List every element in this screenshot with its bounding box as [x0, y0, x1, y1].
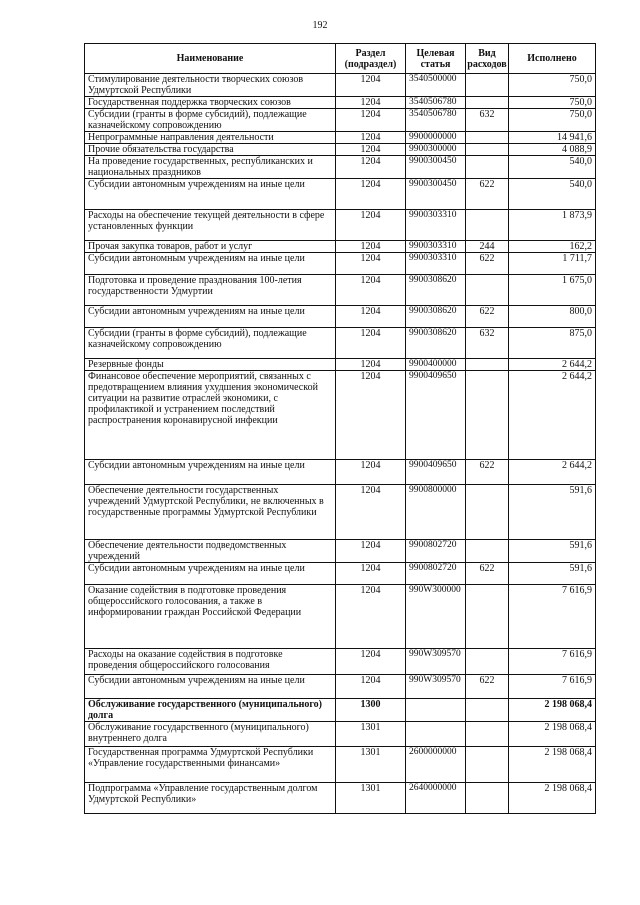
cell-section: 1301 [336, 722, 406, 747]
table-row [85, 359, 596, 371]
cell-expense-type [466, 485, 509, 540]
cell-target: 9900802720 [406, 563, 466, 585]
cell-name: Обслуживание государственного (муниципального) внутреннего долга [85, 722, 336, 747]
cell-section: 1204 [336, 359, 406, 371]
cell-section: 1204 [336, 253, 406, 275]
cell-target: 9900409650 [406, 371, 466, 460]
cell-target: 9900308620 [406, 328, 466, 359]
cell-executed: 7 616,9 [509, 585, 596, 649]
cell-target [406, 722, 466, 747]
cell-executed: 4 088,9 [509, 144, 596, 156]
cell-executed: 2 198 068,4 [509, 783, 596, 814]
cell-section: 1204 [336, 74, 406, 97]
cell-section: 1204 [336, 109, 406, 132]
cell-section: 1204 [336, 241, 406, 253]
cell-name: Субсидии автономным учреждениям на иные цели [85, 675, 336, 699]
cell-expense-type [466, 371, 509, 460]
page-number: 192 [312, 20, 328, 31]
cell-name: Субсидии автономным учреждениям на иные цели [85, 563, 336, 585]
table-row [85, 563, 596, 585]
table-row [85, 585, 596, 649]
cell-section: 1204 [336, 585, 406, 649]
cell-target [406, 699, 466, 722]
cell-name: Государственная поддержка творческих союзов [85, 97, 336, 109]
table-header-row [85, 44, 596, 74]
table-row [85, 783, 596, 814]
cell-section: 1204 [336, 563, 406, 585]
cell-target: 9900409650 [406, 460, 466, 485]
table-row [85, 371, 596, 460]
header-section: Раздел (подраздел) [336, 44, 406, 74]
cell-expense-type [466, 747, 509, 783]
cell-name: Государственная программа Удмуртской Республики «Управление государственными финансами» [85, 747, 336, 783]
cell-target: 9900308620 [406, 306, 466, 328]
cell-section: 1204 [336, 540, 406, 563]
cell-executed: 591,6 [509, 563, 596, 585]
cell-target: 9900800000 [406, 485, 466, 540]
cell-executed: 1 675,0 [509, 275, 596, 306]
cell-expense-type [466, 210, 509, 241]
cell-expense-type [466, 783, 509, 814]
cell-target: 2640000000 [406, 783, 466, 814]
cell-section: 1204 [336, 485, 406, 540]
cell-section: 1204 [336, 275, 406, 306]
cell-executed: 14 941,6 [509, 132, 596, 144]
cell-expense-type [466, 132, 509, 144]
cell-section: 1204 [336, 132, 406, 144]
table-row [85, 179, 596, 210]
cell-name: Расходы на обеспечение текущей деятельности в сфере установленных функции [85, 210, 336, 241]
cell-expense-type [466, 649, 509, 675]
cell-expense-type: 632 [466, 109, 509, 132]
cell-section: 1301 [336, 783, 406, 814]
cell-executed: 750,0 [509, 74, 596, 97]
cell-expense-type: 622 [466, 253, 509, 275]
cell-expense-type: 632 [466, 328, 509, 359]
cell-target: 990W300000 [406, 585, 466, 649]
cell-target: 9900303310 [406, 210, 466, 241]
table-row [85, 144, 596, 156]
table-row [85, 109, 596, 132]
cell-executed: 2 198 068,4 [509, 722, 596, 747]
cell-target: 9900802720 [406, 540, 466, 563]
table-row [85, 306, 596, 328]
cell-name: Субсидии автономным учреждениям на иные цели [85, 253, 336, 275]
cell-expense-type: 244 [466, 241, 509, 253]
cell-section: 1204 [336, 649, 406, 675]
cell-executed: 750,0 [509, 97, 596, 109]
cell-section: 1204 [336, 97, 406, 109]
cell-name: Резервные фонды [85, 359, 336, 371]
cell-executed: 591,6 [509, 540, 596, 563]
cell-name: На проведение государственных, республиканских и национальных праздников [85, 156, 336, 179]
cell-expense-type [466, 156, 509, 179]
cell-target: 9900300450 [406, 179, 466, 210]
cell-target: 3540506780 [406, 109, 466, 132]
cell-executed: 2 644,2 [509, 359, 596, 371]
table-row [85, 747, 596, 783]
cell-executed: 7 616,9 [509, 675, 596, 699]
table-row [85, 97, 596, 109]
cell-name: Субсидии (гранты в форме субсидий), подлежащие казначейскому сопровождению [85, 328, 336, 359]
cell-expense-type: 622 [466, 675, 509, 699]
cell-executed: 591,6 [509, 485, 596, 540]
cell-executed: 7 616,9 [509, 649, 596, 675]
cell-name: Оказание содействия в подготовке проведения общероссийского голосования, а также в информировании граждан Российской Федерации [85, 585, 336, 649]
cell-section: 1204 [336, 675, 406, 699]
cell-target: 990W309570 [406, 649, 466, 675]
cell-name: Обеспечение деятельности подведомственных учреждений [85, 540, 336, 563]
cell-expense-type: 622 [466, 460, 509, 485]
table-row [85, 156, 596, 179]
table-row [85, 699, 596, 722]
cell-section: 1204 [336, 156, 406, 179]
cell-section: 1204 [336, 179, 406, 210]
cell-expense-type: 622 [466, 179, 509, 210]
cell-target: 9900400000 [406, 359, 466, 371]
table-row [85, 328, 596, 359]
cell-name: Обеспечение деятельности государственных учреждений Удмуртской Республики, не включенных в государственные программы Удмуртской Республики [85, 485, 336, 540]
header-target: Целевая статья [406, 44, 466, 74]
cell-name: Субсидии автономным учреждениям на иные цели [85, 460, 336, 485]
cell-expense-type [466, 97, 509, 109]
cell-expense-type [466, 74, 509, 97]
cell-name: Прочие обязательства государства [85, 144, 336, 156]
cell-name: Расходы на оказание содействия в подготовке проведения общероссийского голосования [85, 649, 336, 675]
cell-executed: 1 711,7 [509, 253, 596, 275]
table-row [85, 253, 596, 275]
cell-executed: 2 198 068,4 [509, 699, 596, 722]
table-row [85, 241, 596, 253]
cell-section: 1204 [336, 210, 406, 241]
header-executed: Исполнено [509, 44, 596, 74]
cell-executed: 2 198 068,4 [509, 747, 596, 783]
cell-target: 9900000000 [406, 132, 466, 144]
cell-expense-type [466, 359, 509, 371]
cell-executed: 750,0 [509, 109, 596, 132]
cell-section: 1204 [336, 460, 406, 485]
cell-executed: 2 644,2 [509, 460, 596, 485]
table-row [85, 460, 596, 485]
cell-name: Прочая закупка товаров, работ и услуг [85, 241, 336, 253]
table-row [85, 210, 596, 241]
cell-section: 1300 [336, 699, 406, 722]
cell-section: 1204 [336, 371, 406, 460]
cell-name: Финансовое обеспечение мероприятий, связанных с предотвращением влияния ухудшения экономической ситуации на развитие отраслей экономики, с профилактикой и устранением последствий распространения коронавирусной инфекции [85, 371, 336, 460]
header-expense-type: Вид расходов [466, 44, 509, 74]
cell-target: 9900300450 [406, 156, 466, 179]
cell-expense-type [466, 275, 509, 306]
cell-executed: 1 873,9 [509, 210, 596, 241]
cell-target: 9900303310 [406, 241, 466, 253]
cell-name: Субсидии (гранты в форме субсидий), подлежащие казначейскому сопровождению [85, 109, 336, 132]
cell-executed: 875,0 [509, 328, 596, 359]
cell-expense-type [466, 699, 509, 722]
budget-table [84, 43, 596, 814]
table-row [85, 74, 596, 97]
cell-target: 990W309570 [406, 675, 466, 699]
cell-target: 9900303310 [406, 253, 466, 275]
cell-name: Стимулирование деятельности творческих союзов Удмуртской Республики [85, 74, 336, 97]
cell-name: Подпрограмма «Управление государственным долгом Удмуртской Республики» [85, 783, 336, 814]
table-row [85, 675, 596, 699]
cell-expense-type [466, 144, 509, 156]
cell-section: 1204 [336, 328, 406, 359]
header-name: Наименование [85, 44, 336, 74]
cell-target: 3540506780 [406, 97, 466, 109]
cell-executed: 162,2 [509, 241, 596, 253]
cell-name: Подготовка и проведение празднования 100-летия государственности Удмуртии [85, 275, 336, 306]
cell-target: 9900308620 [406, 275, 466, 306]
cell-executed: 800,0 [509, 306, 596, 328]
table-row [85, 132, 596, 144]
cell-name: Обслуживание государственного (муниципального) долга [85, 699, 336, 722]
cell-name: Непрограммные направления деятельности [85, 132, 336, 144]
table-row [85, 485, 596, 540]
cell-target: 2600000000 [406, 747, 466, 783]
cell-executed: 540,0 [509, 156, 596, 179]
cell-name: Субсидии автономным учреждениям на иные цели [85, 179, 336, 210]
cell-expense-type [466, 540, 509, 563]
cell-target: 3540500000 [406, 74, 466, 97]
cell-expense-type [466, 722, 509, 747]
table-row [85, 540, 596, 563]
cell-section: 1204 [336, 144, 406, 156]
table-row [85, 649, 596, 675]
table-row [85, 275, 596, 306]
cell-expense-type [466, 585, 509, 649]
cell-section: 1204 [336, 306, 406, 328]
cell-target: 9900300000 [406, 144, 466, 156]
cell-name: Субсидии автономным учреждениям на иные цели [85, 306, 336, 328]
cell-executed: 540,0 [509, 179, 596, 210]
cell-executed: 2 644,2 [509, 371, 596, 460]
table-row [85, 722, 596, 747]
cell-expense-type: 622 [466, 306, 509, 328]
cell-expense-type: 622 [466, 563, 509, 585]
cell-section: 1301 [336, 747, 406, 783]
